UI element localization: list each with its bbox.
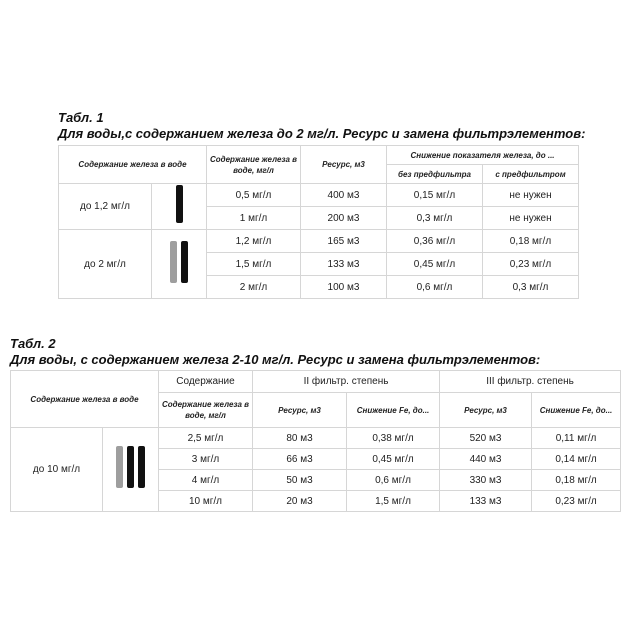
cell-with-prefilter: не нужен xyxy=(483,184,579,207)
cell-resource: 200 м3 xyxy=(301,207,387,230)
cell-stage3-reduction: 0,23 мг/л xyxy=(532,491,621,512)
cell-content: 0,5 мг/л xyxy=(207,184,301,207)
table2-caption-title: Для воды, с содержанием железа 2-10 мг/л. Ресурс и замена фильтрэлементов: xyxy=(10,352,541,367)
cell-content: 3 мг/л xyxy=(159,449,253,470)
cell-content: 2,5 мг/л xyxy=(159,428,253,449)
table1 xyxy=(58,145,579,299)
table2-header-stage3-resource: Ресурс, м3 xyxy=(440,393,532,428)
table2-header-stage3: III фильтр. степень xyxy=(440,371,621,393)
cell-stage2-resource: 50 м3 xyxy=(253,470,347,491)
cell-stage2-reduction: 0,38 мг/л xyxy=(347,428,440,449)
cell-stage3-reduction: 0,18 мг/л xyxy=(532,470,621,491)
cell-stage3-resource: 133 м3 xyxy=(440,491,532,512)
table2-header-stage2-resource: Ресурс, м3 xyxy=(253,393,347,428)
table2-header-content: Содержание xyxy=(159,371,253,393)
cell-without-prefilter: 0,6 мг/л xyxy=(387,276,483,299)
table1-group-label: до 2 мг/л xyxy=(59,230,152,299)
cell-resource: 400 м3 xyxy=(301,184,387,207)
table1-caption-title: Для воды,с содержанием железа до 2 мг/л. Ресурс и замена фильтрэлементов: xyxy=(58,126,586,141)
table2-caption-number: Табл. 2 xyxy=(10,336,56,351)
cell-stage3-reduction: 0,11 мг/л xyxy=(532,428,621,449)
cell-resource: 165 м3 xyxy=(301,230,387,253)
cell-content: 1 мг/л xyxy=(207,207,301,230)
filter-cartridge-icon xyxy=(152,184,207,230)
cell-without-prefilter: 0,15 мг/л xyxy=(387,184,483,207)
table-row xyxy=(11,428,621,449)
cell-content: 10 мг/л xyxy=(159,491,253,512)
black-cartridge-icon xyxy=(127,446,134,488)
table2-header-stage2: II фильтр. степень xyxy=(253,371,440,393)
cell-stage2-reduction: 0,45 мг/л xyxy=(347,449,440,470)
table1-header-reduction: Снижение показателя железа, до ... xyxy=(387,146,579,165)
cell-with-prefilter: 0,18 мг/л xyxy=(483,230,579,253)
table1-header-resource: Ресурс, м3 xyxy=(301,146,387,184)
cell-stage2-reduction: 0,6 мг/л xyxy=(347,470,440,491)
cell-stage3-reduction: 0,14 мг/л xyxy=(532,449,621,470)
cell-content: 1,2 мг/л xyxy=(207,230,301,253)
cell-stage2-resource: 66 м3 xyxy=(253,449,347,470)
table2-group-label: до 10 мг/л xyxy=(11,428,103,512)
cell-with-prefilter: не нужен xyxy=(483,207,579,230)
cell-stage3-resource: 330 м3 xyxy=(440,470,532,491)
table1-header-with-prefilter: с предфильтром xyxy=(483,165,579,184)
table-row xyxy=(59,230,579,253)
cell-content: 1,5 мг/л xyxy=(207,253,301,276)
table2-header-stage3-reduction: Снижение Fe, до... xyxy=(532,393,621,428)
table1-group-label: до 1,2 мг/л xyxy=(59,184,152,230)
cell-content: 2 мг/л xyxy=(207,276,301,299)
cell-stage2-resource: 80 м3 xyxy=(253,428,347,449)
table1-header-without-prefilter: без предфильтра xyxy=(387,165,483,184)
table1-header-content-in-water: Содержание железа в воде, мг/л xyxy=(207,146,301,184)
table1-caption-number: Табл. 1 xyxy=(58,110,104,125)
table2-header-stage2-reduction: Снижение Fe, до... xyxy=(347,393,440,428)
cell-stage2-resource: 20 м3 xyxy=(253,491,347,512)
cell-with-prefilter: 0,3 мг/л xyxy=(483,276,579,299)
black-cartridge-icon xyxy=(176,185,183,223)
cell-stage3-resource: 440 м3 xyxy=(440,449,532,470)
cell-without-prefilter: 0,3 мг/л xyxy=(387,207,483,230)
cell-with-prefilter: 0,23 мг/л xyxy=(483,253,579,276)
cell-without-prefilter: 0,45 мг/л xyxy=(387,253,483,276)
table1-header-iron-content: Содержание железа в воде xyxy=(59,146,207,184)
cell-content: 4 мг/л xyxy=(159,470,253,491)
cell-resource: 100 м3 xyxy=(301,276,387,299)
table2-header-iron-content: Содержание железа в воде xyxy=(11,371,159,428)
black-cartridge-icon xyxy=(181,241,188,283)
filter-cartridge-icon xyxy=(103,428,159,512)
table2 xyxy=(10,370,621,512)
cell-stage2-reduction: 1,5 мг/л xyxy=(347,491,440,512)
cell-without-prefilter: 0,36 мг/л xyxy=(387,230,483,253)
gray-cartridge-icon xyxy=(170,241,177,283)
black-cartridge-icon xyxy=(138,446,145,488)
table-row xyxy=(59,184,579,207)
gray-cartridge-icon xyxy=(116,446,123,488)
table2-header-content-in-water: Содержание железа в воде, мг/л xyxy=(159,393,253,428)
filter-cartridge-icon xyxy=(152,230,207,299)
cell-stage3-resource: 520 м3 xyxy=(440,428,532,449)
cell-resource: 133 м3 xyxy=(301,253,387,276)
